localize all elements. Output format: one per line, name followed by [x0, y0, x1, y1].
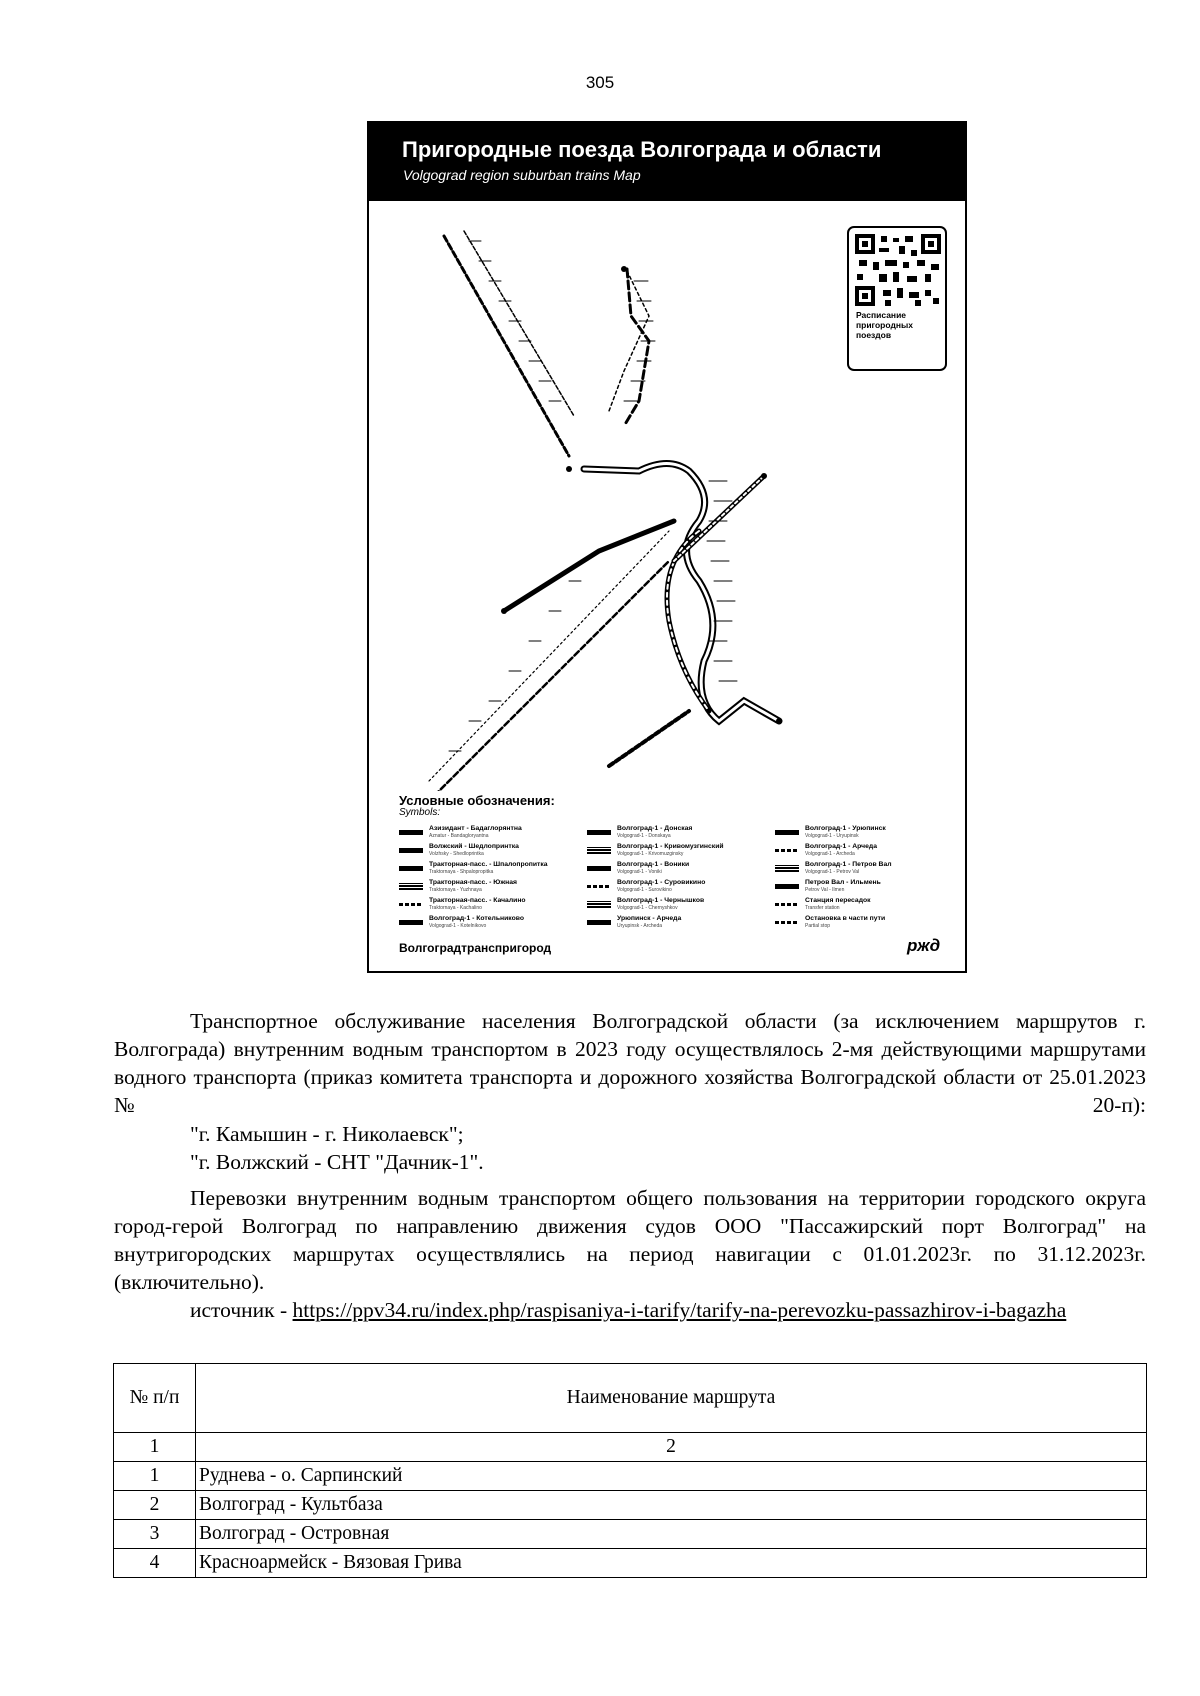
legend-sublabel: Volgograd-1 - Chernyshkov — [617, 905, 678, 911]
legend-sublabel: Volgograd-1 - Kotelnikovo — [429, 923, 487, 929]
legend-sublabel: Volzhsky - Shedloprintka — [429, 851, 484, 857]
legend-line-swatch — [775, 903, 799, 906]
legend-label: Волгоград-1 - Петров Вал — [805, 861, 892, 868]
route-name: Красноармейск - Вязовая Грива — [196, 1549, 1147, 1578]
legend-item — [399, 861, 571, 878]
legend-item — [399, 879, 571, 896]
legend-line-swatch — [587, 866, 611, 871]
legend-label: Петров Вал - Ильмень — [805, 879, 881, 886]
map-title: Пригородные поезда Волгограда и области — [402, 137, 882, 162]
index-cell: 2 — [196, 1433, 1147, 1462]
legend-sublabel: Traktornaya - Yuzhnaya — [429, 887, 482, 893]
qr-caption: Расписание пригородных поездов — [856, 310, 913, 340]
legend-item — [775, 915, 947, 932]
map-footer: Волгоградтранспригород — [399, 941, 552, 955]
map-subtitle: Volgograd region suburban trains Map — [403, 167, 641, 183]
legend-sublabel: Volgograd-1 - Voniki — [617, 869, 662, 875]
route-item-kamyshin: "г. Камышин - г. Николаевск"; — [190, 1122, 464, 1146]
route-name: Волгоград - Островная — [196, 1520, 1147, 1549]
legend-line-swatch — [587, 830, 611, 835]
legend-line-swatch — [587, 885, 611, 888]
paragraph-city-routes: Перевозки внутренним водным транспортом общего пользования на территории городского округа город-герой Волгоград по направлению движения судов ООО "Пассажирский порт Волгоград" на внутригородских маршрутах осуществлялись на период навигации с 01.01.2023г. по 31.12.2023г. (включительно). — [114, 1186, 1146, 1294]
legend-line-swatch — [587, 847, 611, 854]
legend-item — [587, 825, 759, 842]
legend-item — [775, 825, 947, 842]
source-line — [114, 1296, 1146, 1324]
legend-item — [399, 915, 571, 932]
table-row — [114, 1462, 1147, 1491]
row-number: 2 — [114, 1491, 196, 1520]
legend-line-swatch — [399, 830, 423, 835]
legend-line-swatch — [399, 920, 423, 925]
legend-label: Волгоград-1 - Арчеда — [805, 843, 877, 850]
legend-sublabel: Aznatur - Bandagloryantna — [429, 833, 489, 839]
legend-label: Волгоград-1 - Суровикино — [617, 879, 706, 886]
source-link[interactable]: https://ppv34.ru/index.php/raspisaniya-i-tarify/tarify-na-perevozku-passazhirov-i-bagazha — [292, 1298, 1067, 1322]
map-header — [369, 123, 965, 201]
legend-line-swatch — [775, 865, 799, 872]
legend-item — [775, 897, 947, 914]
header-number: № п/п — [114, 1364, 196, 1433]
legend-item — [587, 843, 759, 860]
row-number: 4 — [114, 1549, 196, 1578]
legend-item — [775, 843, 947, 860]
legend-subtitle: Symbols: — [399, 807, 441, 818]
legend-label: Станция пересадок — [805, 897, 871, 904]
legend-sublabel: Volgograd-1 - Krivomuzginsky — [617, 851, 684, 857]
legend-item — [399, 897, 571, 914]
legend-line-swatch — [399, 848, 423, 853]
rzd-logo: ржд — [907, 936, 941, 955]
legend-label: Тракторная-пасс. - Шпалопропитка — [429, 861, 548, 868]
qr-code-icon — [855, 234, 941, 306]
row-number: 1 — [114, 1462, 196, 1491]
page-number: 305 — [585, 73, 615, 92]
qr-code — [847, 226, 947, 371]
legend-sublabel: Petrov Val - Ilmen — [805, 887, 845, 893]
paragraph-water-transport: Транспортное обслуживание населения Волгоградской области (за исключением маршрутов г. Волгограда) внутренним водным транспортом в 2023 году осуществлялось 2-мя действующими маршрутами водного транспорта (приказ комитета транспорта и дорожного хозяйства Волгоградской области от 25.01.2023 № 20-п): — [114, 1009, 1146, 1117]
legend-line-swatch — [587, 920, 611, 925]
table-row — [114, 1520, 1147, 1549]
legend-label: Волгоград-1 - Донская — [617, 825, 693, 832]
legend-sublabel: Volgograd-1 - Uryupinsk — [805, 833, 859, 839]
legend-item — [399, 825, 571, 842]
legend-line-swatch — [775, 849, 799, 852]
legend-sublabel: Traktornaya - Kachalino — [429, 905, 482, 911]
legend-sublabel: Uryupinsk - Archeda — [617, 923, 663, 929]
table-row — [114, 1549, 1147, 1578]
legend-label: Тракторная-пасс. - Качалино — [429, 897, 526, 904]
legend-sublabel: Volgograd-1 - Archeda — [805, 851, 855, 857]
legend-item — [775, 861, 947, 878]
legend-label: Урюпинск - Арчеда — [617, 915, 682, 922]
legend-label: Волгоград-1 - Урюпинск — [805, 825, 886, 832]
legend-sublabel: Partial stop — [805, 923, 831, 929]
legend-line-swatch — [399, 883, 423, 890]
legend-title: Условные обозначения: — [399, 793, 555, 808]
legend-item — [587, 897, 759, 914]
legend-item — [587, 915, 759, 932]
header-route-name: Наименование маршрута — [196, 1364, 1147, 1433]
legend-sublabel: Volgograd-1 - Donskaya — [617, 833, 671, 839]
source-prefix: источник - — [190, 1298, 293, 1322]
legend-line-swatch — [775, 884, 799, 889]
legend-sublabel: Volgograd-1 - Surovikino — [617, 887, 672, 893]
legend-line-swatch — [399, 903, 423, 906]
legend-line-swatch — [587, 901, 611, 908]
row-number: 3 — [114, 1520, 196, 1549]
legend-label: Азизидант - Бадаглорянтна — [429, 825, 522, 832]
legend-sublabel: Traktornaya - Shpalopropitka — [429, 869, 494, 875]
legend-label: Остановка в части пути — [805, 915, 886, 922]
table-row — [114, 1491, 1147, 1520]
legend-label: Тракторная-пасс. - Южная — [429, 879, 518, 886]
legend-item — [399, 843, 571, 860]
route-name: Руднева - о. Сарпинский — [196, 1462, 1147, 1491]
legend-line-swatch — [399, 866, 423, 871]
index-cell: 1 — [114, 1433, 196, 1462]
legend-item — [587, 861, 759, 878]
route-item-volzhsky: "г. Волжский - СНТ "Дачник-1". — [190, 1150, 484, 1174]
suburban-train-map — [367, 121, 967, 973]
legend-label: Волжский - Шедлопринтка — [429, 843, 519, 850]
legend-line-swatch — [775, 921, 799, 924]
legend-label: Волгоград-1 - Воники — [617, 861, 690, 868]
legend-label: Волгоград-1 - Кривомузгинский — [617, 843, 724, 850]
legend-item — [775, 879, 947, 896]
legend-sublabel: Volgograd-1 - Petrov Val — [805, 869, 860, 875]
legend-label: Волгоград-1 - Чернышков — [617, 897, 705, 904]
route-name: Волгоград - Культбаза — [196, 1491, 1147, 1520]
legend-sublabel: Transfer station — [805, 905, 840, 911]
legend-item — [587, 879, 759, 896]
routes-table — [113, 1363, 1147, 1578]
legend-line-swatch — [775, 830, 799, 835]
legend-label: Волгоград-1 - Котельниково — [429, 915, 524, 922]
